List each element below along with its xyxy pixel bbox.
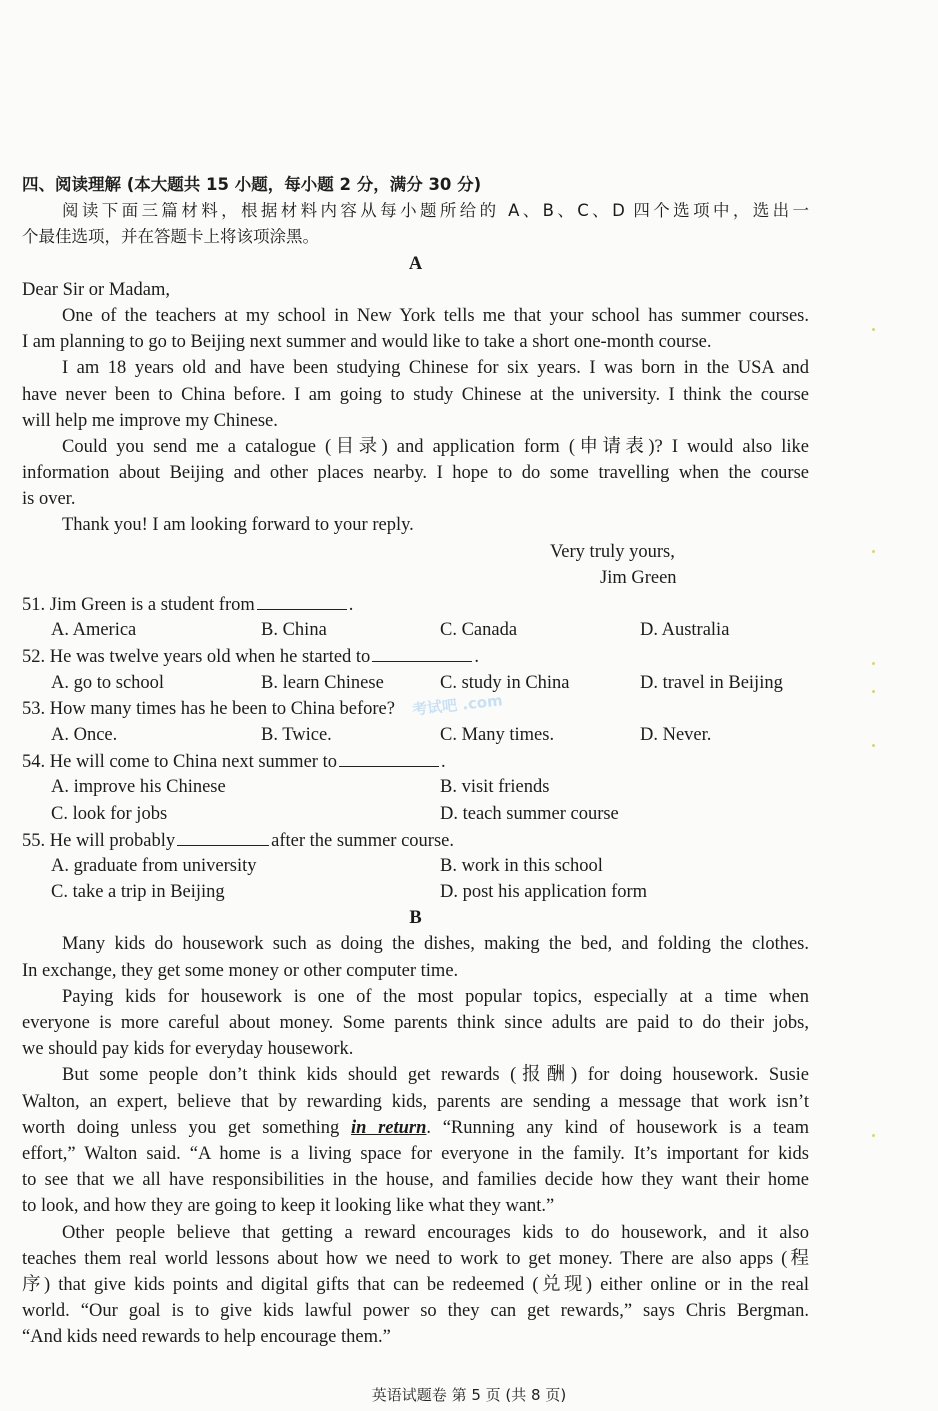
letter-signature: Jim Green [600, 567, 677, 588]
scan-speck [872, 662, 875, 665]
answer-option: B. work in this school [440, 855, 603, 876]
passage-b-line: 序) that give kids points and digital gifts that can be redeemed (兑现) either online or in the real [22, 1274, 809, 1295]
question-text: 53. How many times has he been to China before? [22, 698, 395, 719]
question-text: 51. Jim Green is a student from [22, 595, 255, 615]
passage-b-line: world. “Our goal is to give kids lawful power so they can get rewards,” says Chris Bergman. [22, 1301, 809, 1322]
passage-b-body [22, 931, 809, 1350]
scan-speck [872, 690, 875, 693]
answer-blank [372, 643, 472, 662]
question-stem [22, 827, 809, 853]
passage-b-line: Other people believe that getting a reward encourages kids to do housework, and it also [62, 1222, 809, 1243]
answer-option: D. travel in Beijing [640, 672, 783, 693]
letter-signature-row [22, 565, 809, 591]
passage-b-line: effort,” Walton said. “A home is a living space for everyone in the family. It’s important for kids [22, 1143, 809, 1164]
passage-b-line: Paying kids for housework is one of the most popular topics, especially at a time when [62, 986, 809, 1007]
option-row [22, 853, 809, 879]
answer-option: D. teach summer course [440, 803, 619, 824]
question-text: 52. He was twelve years old when he started to [22, 647, 371, 668]
passage-a-line: One of the teachers at my school in New York tells me that your school has summer courses. [62, 305, 809, 326]
option-row [22, 879, 809, 905]
passage-b-line: But some people don’t think kids should get rewards (报酬) for doing housework. Susie [62, 1065, 809, 1086]
option-row [22, 617, 809, 643]
passage-a-line: I am planning to go to Beijing next summer and would like to take a short one-month course. [22, 332, 712, 353]
answer-option: C. study in China [440, 672, 570, 693]
answer-option: C. take a trip in Beijing [51, 882, 225, 903]
answer-blank [177, 827, 269, 846]
passage-a-line: Thank you! I am looking forward to your reply. [62, 515, 414, 536]
answer-option: C. look for jobs [51, 803, 168, 824]
letter-closing-row [22, 539, 809, 565]
passage-b-line: to see that we all have responsibilities in the house, and families decide how they want their home [22, 1170, 809, 1191]
question-tail: . [474, 647, 479, 668]
question-text: 54. He will come to China next summer to [22, 752, 337, 773]
underlined-phrase: in return [350, 1117, 427, 1138]
answer-option: B. learn Chinese [261, 672, 384, 693]
line-segment: worth doing unless you get something [22, 1117, 351, 1138]
question-stem [22, 748, 809, 774]
passage-a-line: information about Beijing and other places nearby. I hope to do some travelling when the course [22, 463, 809, 484]
passage-a-body [22, 303, 809, 539]
answer-option: A. go to school [51, 672, 165, 693]
answer-option: B. Twice. [261, 724, 332, 745]
passage-a-line: will help me improve my Chinese. [22, 410, 278, 431]
answer-option: A. graduate from university [51, 855, 257, 876]
section-header: 四、阅读理解 (本大题共 15 小题，每小题 2 分，满分 30 分) [22, 175, 482, 194]
exam-page [22, 172, 809, 1350]
scan-speck [872, 328, 875, 331]
answer-option: B. visit friends [440, 777, 550, 798]
line-segment: . “Running any kind of housework is a team [426, 1117, 810, 1138]
passage-a-line: have never been to China before. I am going to study Chinese at the university. I think the course [22, 384, 809, 405]
option-row [22, 722, 809, 748]
scan-speck [872, 550, 875, 553]
passage-a-line: is over. [22, 489, 76, 510]
instruction-line-1: 阅读下面三篇材料，根据材料内容从每小题所给的 A、B、C、D 四个选项中，选出一 [62, 201, 809, 221]
scan-speck [872, 1134, 875, 1137]
answer-blank [339, 748, 439, 767]
passage-a-line: Could you send me a catalogue (目录) and application form (申请表)? I would also like [62, 436, 809, 457]
answer-option: A. America [51, 620, 137, 641]
option-row [22, 670, 809, 696]
letter-salutation: Dear Sir or Madam, [22, 279, 170, 300]
answer-option: D. Australia [640, 620, 730, 641]
question-list [22, 591, 809, 905]
answer-option: C. Many times. [440, 724, 555, 745]
passage-a-label: A [408, 253, 423, 274]
passage-b-line: teaches them real world lessons about how we need to work to get money. There are also apps (程 [22, 1248, 809, 1269]
answer-blank [257, 591, 347, 610]
question-stem [22, 643, 809, 669]
answer-option: D. Never. [640, 724, 712, 745]
question-tail: . [440, 752, 446, 773]
answer-option: C. Canada [440, 620, 518, 641]
scan-speck [872, 744, 875, 747]
passage-b-line: to look, and how they are going to keep it looking like what they want.” [22, 1196, 555, 1217]
passage-b-line: In exchange, they get some money or other computer time. [22, 960, 459, 981]
answer-option: B. China [261, 620, 327, 641]
question-tail: . [348, 595, 354, 615]
page-footer: 英语试题卷 第 5 页 (共 8 页) [371, 1386, 567, 1404]
watermark-logo: 考试吧 .com [411, 691, 504, 719]
answer-option: D. post his application form [440, 882, 648, 903]
option-row [22, 801, 809, 827]
passage-b-line: Many kids do housework such as doing the dishes, making the bed, and folding the clothes. [62, 934, 809, 955]
question-tail: after the summer course. [271, 830, 454, 851]
passage-b-line: we should pay kids for everyday housework. [22, 1039, 354, 1060]
passage-b-line [22, 1115, 809, 1141]
instruction-line-2: 个最佳选项，并在答题卡上将该项涂黑。 [22, 227, 319, 247]
passage-a-line: I am 18 years old and have been studying Chinese for six years. I was born in the USA and [62, 358, 809, 379]
letter-closing: Very truly yours, [550, 541, 675, 562]
passage-b-line: “And kids need rewards to help encourage them.” [22, 1327, 391, 1348]
passage-b-line: Walton, an expert, believe that by rewarding kids, parents are sending a message that work isn’t [22, 1091, 809, 1112]
passage-b-label: B [409, 908, 422, 929]
question-stem [22, 591, 809, 617]
passage-b-line: everyone is more careful about money. Some parents think since adults are paid to do their jobs, [22, 1013, 809, 1033]
answer-option: A. Once. [51, 724, 118, 745]
option-row [22, 774, 809, 800]
question-text: 55. He will probably [22, 830, 176, 851]
answer-option: A. improve his Chinese [51, 777, 226, 798]
